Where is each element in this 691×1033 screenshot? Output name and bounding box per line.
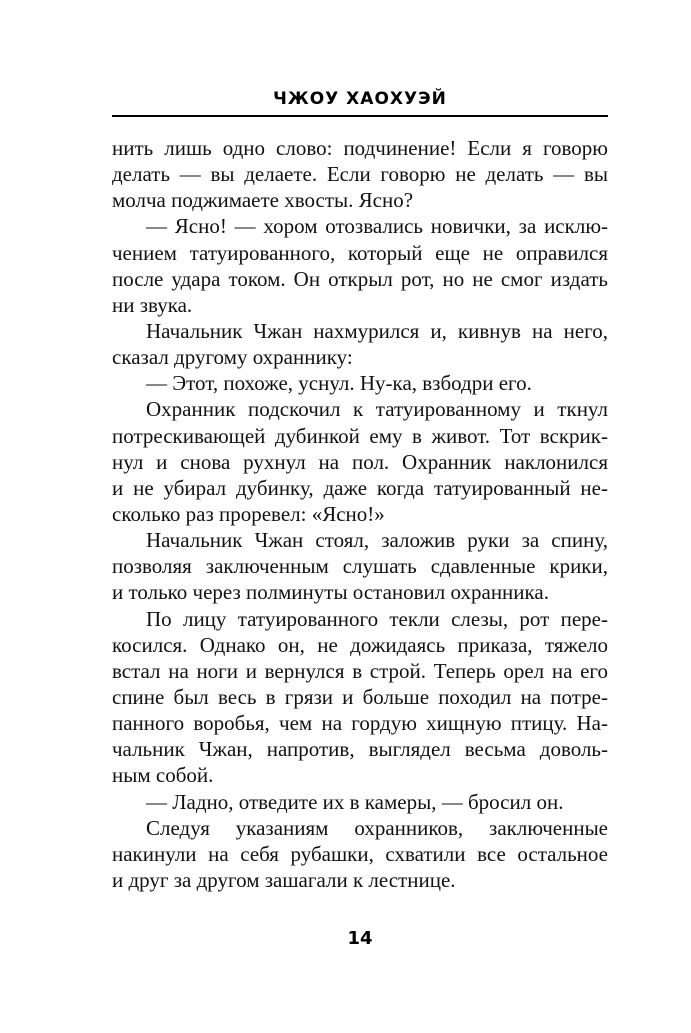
running-head-title: ЧЖОУ ХАОХУЭЙ xyxy=(273,89,447,109)
body-text xyxy=(112,135,608,893)
text-line: нить лишь одно слово: подчинение! Если я говорю xyxy=(112,136,608,160)
text-line: сколько раз проревел: «Ясно!» xyxy=(112,501,385,526)
text-line: ни звука. xyxy=(112,292,193,317)
text-line: чальник Чжан, напротив, выглядел весьма доволь- xyxy=(112,737,608,762)
text-line: ным собой. xyxy=(112,763,214,788)
text-line: и друг за другом зашагали к лестнице. xyxy=(112,867,456,892)
text-line: нул и снова рухнул на пол. Охранник наклонился xyxy=(112,449,608,474)
text-line: встал на ноги и вернулся в строй. Теперь орел на его xyxy=(112,658,608,683)
text-line: По лицу татуированного текли слезы, рот пере- xyxy=(146,606,608,631)
text-line: спине был весь в грязи и больше походил на потре- xyxy=(112,684,608,709)
text-line: чением татуированного, который еще не оправился xyxy=(112,240,608,265)
text-line: Следуя указаниям охранников, заключенные xyxy=(146,815,608,840)
text-line: — Этот, похоже, уснул. Ну-ка, взбодри его. xyxy=(146,371,532,396)
text-line: накинули на себя рубашки, схватили все остальное xyxy=(112,841,608,866)
text-line: после удара током. Он открыл рот, но не смог издать xyxy=(112,266,608,291)
text-line: потрескивающей дубинкой ему в живот. Тот вскрик- xyxy=(112,423,608,448)
text-line: и только через полминуты остановил охранника. xyxy=(112,580,549,605)
text-line: молча поджимаете хвосты. Ясно? xyxy=(112,188,414,213)
page-number: 14 xyxy=(347,928,373,949)
text-line: Начальник Чжан нахмурился и, кивнув на него, xyxy=(146,318,608,343)
text-line: делать — вы делаете. Если говорю не делать — вы xyxy=(112,162,608,187)
text-line: сказал другому охраннику: xyxy=(112,345,353,370)
text-line: панного воробья, чем на гордую хищную птицу. На- xyxy=(112,711,608,736)
text-line: Охранник подскочил к татуированному и ткнул xyxy=(146,397,608,422)
text-line: позволяя заключенным слушать сдавленные крики, xyxy=(112,554,608,579)
text-line: Начальник Чжан стоял, заложив руки за спину, xyxy=(146,528,608,553)
text-line: — Ясно! — хором отозвались новички, за исклю- xyxy=(146,214,608,239)
header-rule xyxy=(112,115,608,117)
text-line: и не убирал дубинку, даже когда татуированный не- xyxy=(112,475,608,500)
text-line: косился. Однако он, не дожидаясь приказа, тяжело xyxy=(112,632,608,657)
text-line: — Ладно, отведите их в камеры, — бросил он. xyxy=(146,789,564,814)
